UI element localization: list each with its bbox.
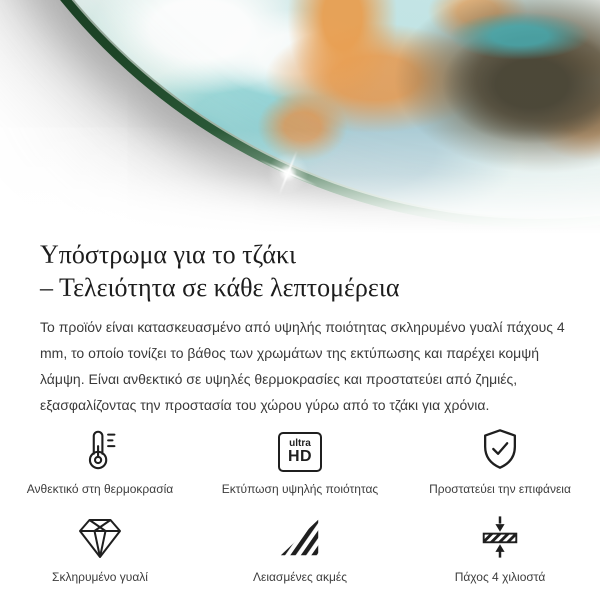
feature-print-quality: [200, 424, 400, 496]
product-description-block: [0, 238, 600, 584]
feature-temperature: [0, 424, 200, 496]
product-description: Το προϊόν είναι κατασκευασμένο από υψηλής ποιότητας σκληρυμένο γυαλί πάχους 4 mm, το οποίο τονίζει το βάθος των χρωμάτων της εκτύπωσης και παρέχει κομψή λάμψη. Είναι ανθεκτικό σε υψηλές θερμοκρασίες και προστατεύει από ζημιές, εξασφαλίζοντας την προστασία του χώρου γύρω από το τζάκι για χρόνια.: [40, 319, 565, 413]
title-line-2: – Τελειότητα σε κάθε λεπτομέρεια: [40, 273, 400, 302]
feature-label: Λειασμένες ακμές: [252, 570, 348, 584]
ultra-hd-icon: [278, 424, 322, 472]
feature-thickness: [400, 512, 600, 584]
polished-edges-icon: [277, 512, 323, 560]
ultra-hd-text-bottom: HD: [287, 448, 313, 465]
thickness-icon: [477, 512, 523, 560]
feature-label: Πάχος 4 χιλιοστά: [454, 570, 546, 584]
title-line-1: Υπόστρωμα για το τζάκι: [40, 240, 297, 269]
feature-polished-edges: [200, 512, 400, 584]
thermometer-icon: [77, 424, 123, 472]
page-title: [40, 238, 560, 304]
feature-surface-protection: [400, 424, 600, 496]
feature-label: Σκληρυμένο γυαλί: [52, 570, 148, 584]
shield-check-icon: [477, 424, 523, 472]
feature-tempered-glass: [0, 512, 200, 584]
feature-label: Εκτύπωση υψηλής ποιότητας: [221, 482, 379, 496]
product-image: [0, 0, 600, 236]
ultra-hd-text-top: ultra: [289, 438, 311, 449]
feature-label: Ανθεκτικό στη θερμοκρασία: [26, 482, 174, 496]
features-grid: [0, 424, 600, 584]
feature-label: Προστατεύει την επιφάνεια: [429, 482, 571, 496]
diamond-icon: [76, 512, 124, 560]
